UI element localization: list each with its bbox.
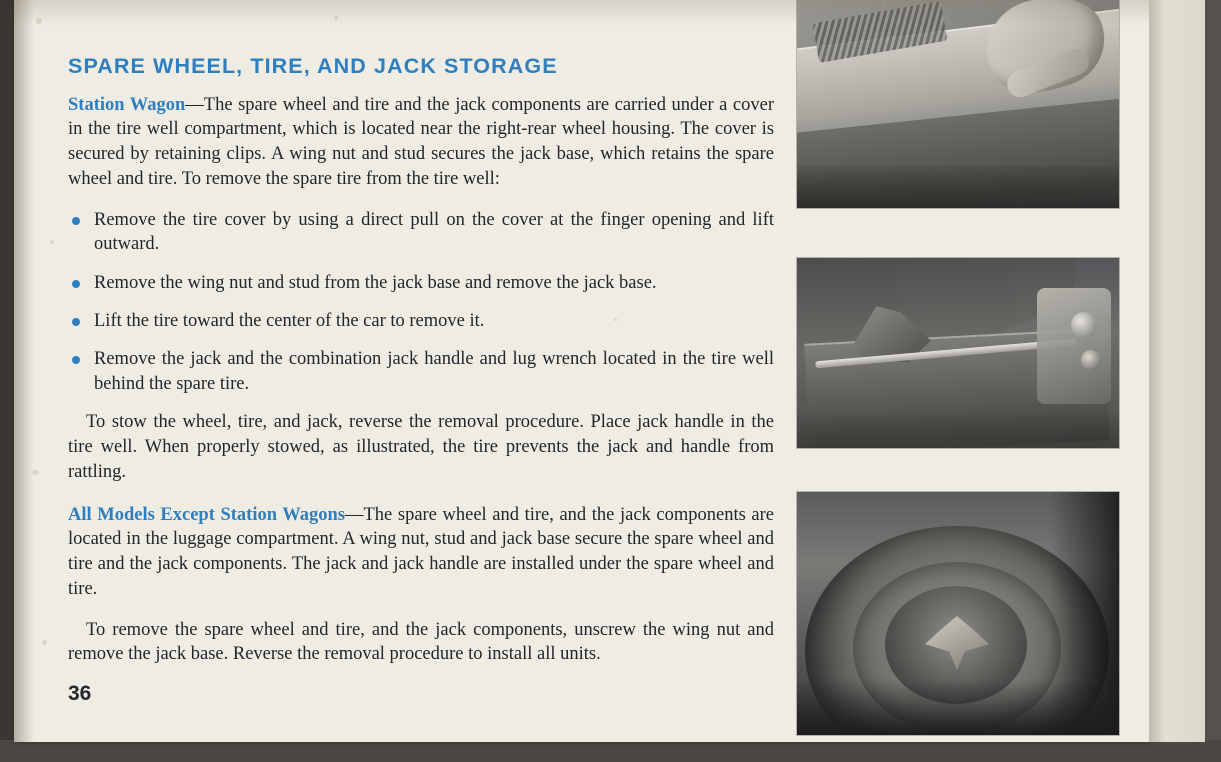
figure-jack-in-tire-well [797,258,1119,448]
list-item: Remove the jack and the combination jack handle and lug wrench located in the tire well behind the spare tire. [68,347,774,396]
paragraph-station-wagon [68,93,774,192]
paragraph-text-station-wagon: The spare wheel and tire and the jack components are carried under a cover in the tire well compartment, which is located near the right-rear wheel housing. The cover is secured by retaining clips. A wing nut and stud secures the jack base, which retains the spare wheel and tire. To remove the spare tire from the tire well: [68,94,774,189]
paper-speckle [42,640,47,645]
photo-detail-bolt [1081,350,1101,370]
paper-speckle [50,240,54,244]
book-binding [1149,0,1205,742]
em-dash: — [345,504,364,525]
paragraph-all-models [68,503,774,602]
page-background-right [1205,0,1221,762]
paper-sheet [14,0,1149,742]
list-item: Remove the wing nut and stud from the jack base and remove the jack base. [68,271,774,295]
photo-detail [797,166,1119,208]
page-title: SPARE WHEEL, TIRE, AND JACK STORAGE [68,54,558,78]
paper-speckle [334,16,338,20]
text-column [68,55,774,677]
list-item: Remove the tire cover by using a direct pull on the cover at the finger opening and lift outward. [68,208,774,257]
photo-detail [797,679,1119,735]
em-dash: — [185,94,204,115]
page-background-left [0,0,14,762]
page-background-bottom [0,740,1221,762]
paragraph-remove-all-models: To remove the spare wheel and tire, and the jack components, unscrew the wing nut and remove the jack base. Reverse the removal procedure to install all units. [68,619,774,665]
paragraph-stow: To stow the wheel, tire, and jack, reverse the removal procedure. Place jack handle in the tire well. When properly stowed, as illustrated, the tire prevents the jack and handle from rattling. [68,412,774,482]
paper-speckle [36,18,42,24]
figure-package-shelf [797,0,1119,208]
paragraph-lead-all-models: All Models Except Station Wagons [68,504,345,525]
paper-speckle [32,470,39,475]
page-number: 36 [68,682,92,705]
list-item: Lift the tire toward the center of the car to remove it. [68,309,774,333]
photo-detail-bolt [1071,312,1097,338]
photo-detail [797,414,1119,448]
figure-spare-wheel-wing-nut [797,492,1119,735]
photo-detail [1037,288,1111,404]
paragraph-lead-station-wagon: Station Wagon [68,94,186,115]
removal-steps-list [68,208,774,396]
paragraph-text-all-models: The spare wheel and tire, and the jack components are located in the luggage compartment. A wing nut, stud and jack base secure the spare wheel and tire and the jack components. The jack and jack handle are installed under the spare wheel and tire. [68,504,774,599]
